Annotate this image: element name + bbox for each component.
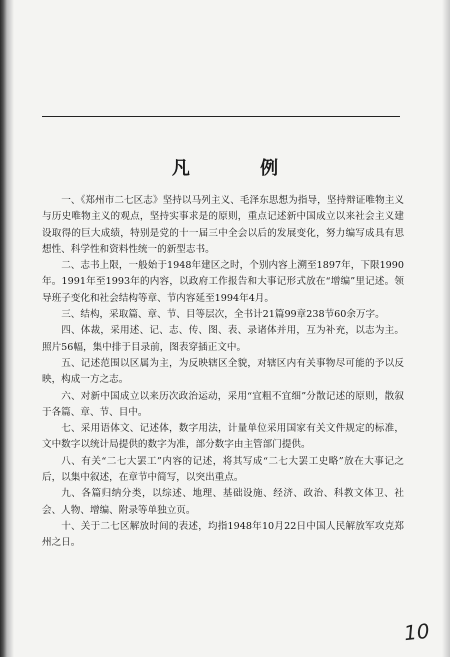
paragraph-9: 九、各篇归纳分类，以综述、地理、基础设施、经济、政治、科教文体卫、社会、人物、增编、附录等单独立页。 [42, 488, 404, 516]
paragraph-3: 三、结构，采取篇、章、节、目等层次，全书计21篇99章238节60余万字。 [61, 309, 385, 321]
body-text [42, 193, 404, 552]
paragraph-10: 十、关于二七区解放时间的表述，均指1948年10月22日中国人民解放军攻克郑州之日。 [42, 520, 404, 549]
paragraph-8: 八、有关“二七大罢工”内容的记述，将其写成“二七大罢工史略”放在大事记之后，以集中叙述，在章节中简写，以突出重点。 [42, 455, 404, 484]
paragraph-1: 一、《郑州市二七区志》坚持以马列主义、毛泽东思想为指导，坚持辩证唯物主义与历史唯物主义的观点，坚持实事求是的原则，重点记述新中国成立以来社会主义建设取得的巨大成绩，特别是党的十一届三中全会以后的发展变化，努力编写成具有思想性、科学性和资料性统一的新型志书。 [42, 195, 404, 255]
page-binding-shadow [0, 0, 14, 657]
paragraph-5: 五、记述范围以区属为主，为反映辖区全貌，对辖区内有关事物尽可能的予以反映，构成一方之志。 [42, 357, 404, 386]
header-rule [42, 116, 400, 117]
paragraph-2: 二、志书上限，一般始于1948年建区之时，个别内容上溯至1897年，下限1990年。1991年至1993年的内容，以政府工作报告和大事记形式放在“增编”里记述。领导班子变化和社会结构等章、节内容延至1994年4月。 [42, 260, 404, 304]
page-edge-shadow [442, 0, 450, 657]
paragraph-4: 四、体裁，采用述、记、志、传、图、表、录诸体并用，互为补充，以志为主。照片56幅，集中排于目录前，图表穿插正文中。 [42, 325, 404, 353]
paragraph-7: 七、采用语体文、记述体，数字用法，计量单位采用国家有关文件规定的标准，文中数字以统计局提供的数字为准，部分数字由主管部门提供。 [42, 423, 404, 451]
page-title: 凡 例 [171, 158, 311, 179]
paragraph-6: 六、对新中国成立以来历次政治运动，采用“宜粗不宜细”分散记述的原则，散叙于各篇、章、节、目中。 [42, 390, 404, 418]
page-number: 10 [402, 618, 431, 646]
